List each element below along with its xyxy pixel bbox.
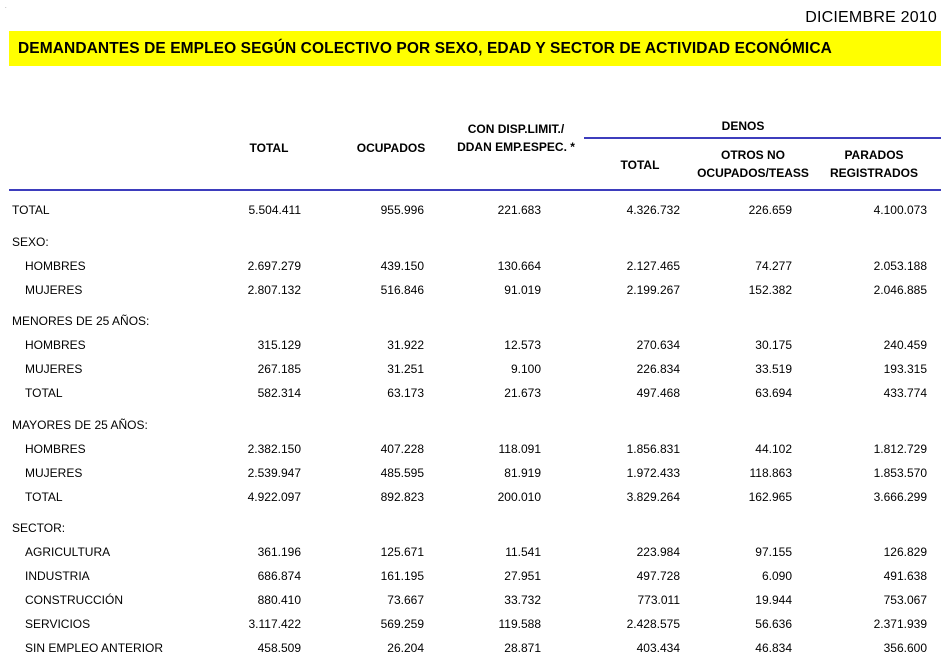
row-label: HOMBRES: [25, 442, 86, 456]
table-row: [0, 357, 947, 381]
cell-denos-total: 1.972.433: [626, 466, 680, 480]
cell-parados-registrados: 2.053.188: [873, 259, 927, 273]
corner-mark: .: [5, 4, 7, 10]
cell-otros-no-ocupados: 6.090: [761, 569, 792, 583]
header-bottom-rule: [9, 189, 941, 191]
cell-ocupados: 892.823: [380, 490, 424, 504]
cell-con-disp: 11.541: [505, 545, 541, 559]
cell-total: 458.509: [257, 641, 301, 655]
col-header-parados-line2: REGISTRADOS: [829, 166, 918, 180]
row-label: SECTOR:: [12, 521, 66, 535]
col-header-denos-total-label: TOTAL: [620, 158, 660, 172]
cell-otros-no-ocupados: 33.519: [755, 362, 792, 376]
cell-denos-total: 3.829.264: [626, 490, 680, 504]
cell-ocupados: 485.595: [380, 466, 424, 480]
cell-parados-registrados: 356.600: [883, 641, 927, 655]
table-row: [0, 564, 947, 588]
table-row: [0, 485, 947, 509]
row-label: SEXO:: [12, 235, 49, 249]
cell-otros-no-ocupados: 19.944: [755, 593, 792, 607]
table-row: [0, 516, 947, 540]
table-row: [0, 413, 947, 437]
cell-parados-registrados: 491.638: [883, 569, 927, 583]
cell-con-disp: 27.951: [504, 569, 541, 583]
row-label: TOTAL: [12, 203, 50, 217]
cell-denos-total: 497.728: [636, 569, 680, 583]
cell-parados-registrados: 1.812.729: [873, 442, 927, 456]
table-row: [0, 540, 947, 564]
table-row: [0, 612, 947, 636]
cell-total: 582.314: [257, 386, 301, 400]
cell-ocupados: 31.922: [387, 338, 424, 352]
table-row: [0, 333, 947, 357]
col-header-con-disp-line1: CON DISP.LIMIT./: [467, 122, 565, 136]
cell-total: 2.539.947: [247, 466, 301, 480]
cell-ocupados: 125.671: [380, 545, 424, 559]
col-header-denos-total: [600, 156, 680, 174]
table-row: [0, 278, 947, 302]
cell-otros-no-ocupados: 152.382: [748, 283, 792, 297]
col-header-total: [229, 139, 309, 157]
col-header-parados: [814, 146, 934, 182]
cell-denos-total: 223.984: [636, 545, 680, 559]
cell-ocupados: 73.667: [387, 593, 424, 607]
cell-con-disp: 119.588: [498, 617, 541, 631]
cell-parados-registrados: 126.829: [883, 545, 927, 559]
cell-denos-total: 2.199.267: [626, 283, 680, 297]
cell-denos-total: 497.468: [636, 386, 680, 400]
cell-parados-registrados: 2.371.939: [873, 617, 927, 631]
cell-total: 361.196: [257, 545, 301, 559]
cell-ocupados: 31.251: [387, 362, 424, 376]
cell-parados-registrados: 240.459: [883, 338, 927, 352]
cell-denos-total: 403.434: [636, 641, 680, 655]
row-label: SIN EMPLEO ANTERIOR: [25, 641, 164, 655]
denos-group-rule: [584, 137, 941, 139]
cell-con-disp: 200.010: [497, 490, 541, 504]
col-header-denos: [683, 117, 803, 135]
cell-total: 2.697.279: [247, 259, 301, 273]
cell-otros-no-ocupados: 63.694: [755, 386, 792, 400]
col-header-ocupados: [351, 139, 431, 157]
cell-denos-total: 2.428.575: [626, 617, 680, 631]
col-header-con-disp-line2: DDAN EMP.ESPEC. *: [457, 140, 575, 154]
table-row: [0, 636, 947, 660]
cell-ocupados: 161.195: [380, 569, 424, 583]
cell-con-disp: 118.091: [498, 442, 541, 456]
cell-denos-total: 1.856.831: [626, 442, 680, 456]
cell-ocupados: 407.228: [380, 442, 424, 456]
row-label: TOTAL: [25, 386, 63, 400]
cell-ocupados: 569.259: [380, 617, 424, 631]
cell-otros-no-ocupados: 44.102: [755, 442, 792, 456]
cell-con-disp: 81.919: [504, 466, 541, 480]
cell-con-disp: 9.100: [510, 362, 541, 376]
report-date: DICIEMBRE 2010: [805, 9, 937, 26]
cell-total: 4.922.097: [247, 490, 301, 504]
row-label: MUJERES: [25, 283, 83, 297]
cell-parados-registrados: 1.853.570: [873, 466, 927, 480]
cell-denos-total: 270.634: [636, 338, 680, 352]
cell-ocupados: 439.150: [380, 259, 424, 273]
cell-con-disp: 91.019: [504, 283, 541, 297]
row-label: MUJERES: [25, 466, 83, 480]
cell-total: 2.807.132: [247, 283, 301, 297]
cell-denos-total: 226.834: [636, 362, 680, 376]
cell-ocupados: 63.173: [387, 386, 424, 400]
cell-total: 267.185: [257, 362, 301, 376]
col-header-con-disp: [446, 120, 586, 156]
cell-total: 686.874: [257, 569, 301, 583]
cell-total: 880.410: [257, 593, 301, 607]
col-header-ocupados-label: OCUPADOS: [356, 141, 426, 155]
col-header-parados-line1: PARADOS: [844, 148, 904, 162]
col-header-otros-line2: OCUPADOS/TEASS: [697, 166, 809, 180]
table-row: [0, 461, 947, 485]
col-header-otros-line1: OTROS NO: [720, 148, 785, 162]
cell-con-disp: 33.732: [504, 593, 541, 607]
report-title: DEMANDANTES DE EMPLEO SEGÚN COLECTIVO POR SEXO, EDAD Y SECTOR DE ACTIVIDAD ECONÓMICA: [9, 31, 941, 66]
cell-parados-registrados: 753.067: [883, 593, 927, 607]
cell-ocupados: 26.204: [387, 641, 424, 655]
cell-con-disp: 28.871: [504, 641, 541, 655]
row-label: TOTAL: [25, 490, 63, 504]
cell-otros-no-ocupados: 46.834: [755, 641, 792, 655]
row-label: SERVICIOS: [25, 617, 91, 631]
row-label: HOMBRES: [25, 259, 86, 273]
cell-ocupados: 955.996: [380, 203, 424, 217]
cell-parados-registrados: 193.315: [883, 362, 927, 376]
cell-ocupados: 516.846: [380, 283, 424, 297]
cell-otros-no-ocupados: 118.863: [749, 466, 792, 480]
cell-denos-total: 4.326.732: [626, 203, 680, 217]
row-label: MUJERES: [25, 362, 83, 376]
cell-denos-total: 2.127.465: [626, 259, 680, 273]
cell-parados-registrados: 3.666.299: [873, 490, 927, 504]
cell-total: 315.129: [257, 338, 301, 352]
cell-con-disp: 221.683: [497, 203, 541, 217]
table-row: [0, 588, 947, 612]
table-row: [0, 254, 947, 278]
cell-total: 3.117.422: [248, 617, 301, 631]
col-header-otros: [693, 146, 813, 182]
cell-con-disp: 21.673: [504, 386, 541, 400]
cell-con-disp: 130.664: [497, 259, 541, 273]
table-row: [0, 437, 947, 461]
cell-otros-no-ocupados: 226.659: [748, 203, 792, 217]
row-label: INDUSTRIA: [25, 569, 90, 583]
cell-otros-no-ocupados: 74.277: [755, 259, 792, 273]
row-label: HOMBRES: [25, 338, 86, 352]
cell-total: 2.382.150: [247, 442, 301, 456]
cell-otros-no-ocupados: 162.965: [748, 490, 792, 504]
cell-otros-no-ocupados: 97.155: [755, 545, 792, 559]
col-header-denos-label: DENOS: [721, 119, 765, 133]
table-row: [0, 198, 947, 222]
table-row: [0, 230, 947, 254]
cell-parados-registrados: 2.046.885: [873, 283, 927, 297]
cell-parados-registrados: 4.100.073: [873, 203, 927, 217]
cell-otros-no-ocupados: 30.175: [755, 338, 792, 352]
cell-parados-registrados: 433.774: [883, 386, 927, 400]
row-label: AGRICULTURA: [25, 545, 111, 559]
row-label: MAYORES DE 25 AÑOS:: [12, 418, 148, 432]
cell-denos-total: 773.011: [637, 593, 680, 607]
cell-otros-no-ocupados: 56.636: [755, 617, 792, 631]
cell-con-disp: 12.573: [504, 338, 541, 352]
col-header-total-label: TOTAL: [249, 141, 289, 155]
row-label: MENORES DE 25 AÑOS:: [12, 314, 150, 328]
table-row: [0, 381, 947, 405]
table-row: [0, 309, 947, 333]
row-label: CONSTRUCCIÓN: [25, 593, 123, 607]
cell-total: 5.504.411: [248, 203, 301, 217]
